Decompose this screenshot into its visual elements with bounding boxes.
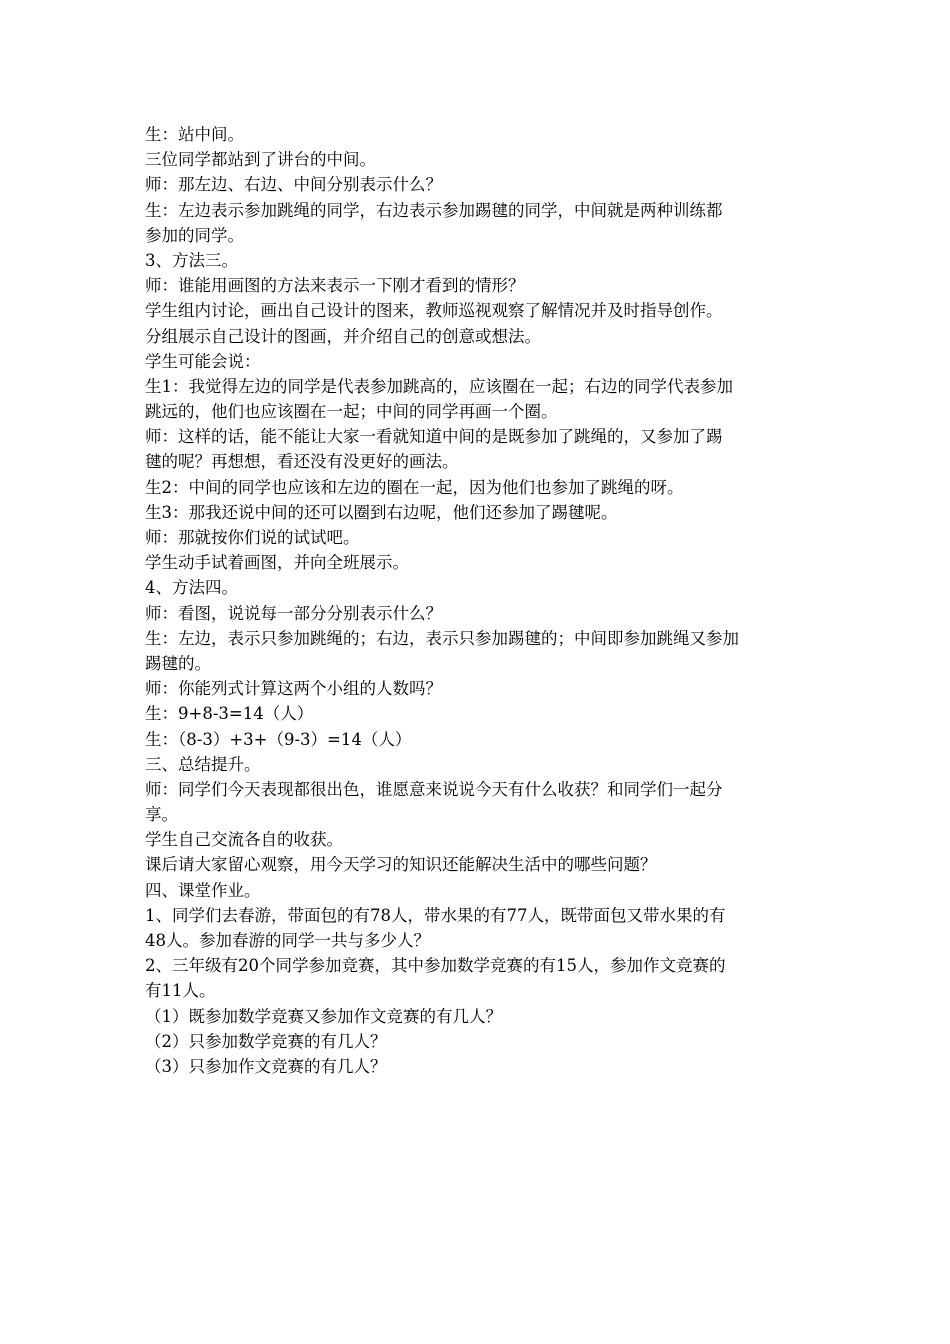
text-line: 生：左边，表示只参加跳绳的；右边，表示只参加踢毽的；中间即参加跳绳又参加 bbox=[145, 628, 739, 648]
document-body bbox=[145, 122, 813, 1079]
exercise-subquestion: （1）既参加数学竞赛又参加作文竞赛的有几人？ bbox=[145, 1006, 502, 1026]
text-line: 分组展示自己设计的图画，并介绍自己的创意或想法。 bbox=[145, 326, 541, 346]
text-line: 师：这样的话，能不能让大家一看就知道中间的是既参加了跳绳的，又参加了踢 bbox=[145, 427, 723, 447]
text-line: 师：同学们今天表现都很出色，谁愿意来说说今天有什么收获？和同学们一起分 bbox=[145, 779, 723, 799]
text-line: 学生动手试着画图，并向全班展示。 bbox=[145, 553, 409, 573]
section-heading: 四、课堂作业。 bbox=[145, 880, 261, 900]
text-line: 师：看图，说说每一部分分别表示什么？ bbox=[145, 603, 442, 623]
text-line: 三位同学都站到了讲台的中间。 bbox=[145, 150, 376, 170]
exercise-line: 48人。参加春游的同学一共与多少人？ bbox=[145, 931, 430, 950]
text-line: 生2：中间的同学也应该和左边的圈在一起，因为他们也参加了跳绳的呀。 bbox=[145, 477, 684, 497]
exercise-subquestion: （2）只参加数学竞赛的有几人？ bbox=[145, 1031, 387, 1051]
text-line: 师：你能列式计算这两个小组的人数吗？ bbox=[145, 679, 442, 699]
text-line: 师：谁能用画图的方法来表示一下刚才看到的情形？ bbox=[145, 276, 525, 296]
exercise-line: 1、同学们去春游，带面包的有78人，带水果的有77人，既带面包又带水果的有 bbox=[145, 905, 726, 925]
text-line: 学生可能会说： bbox=[145, 351, 261, 371]
exercise-line: 有11人。 bbox=[145, 981, 216, 1001]
exercise-subquestion: （3）只参加作文竞赛的有几人？ bbox=[145, 1056, 387, 1076]
text-line: 享。 bbox=[145, 805, 178, 825]
text-line: 学生组内讨论，画出自己设计的图来，教师巡视观察了解情况并及时指导创作。 bbox=[145, 301, 723, 321]
equation-line: 生：9+8-3=14（人） bbox=[145, 704, 314, 724]
text-line: 生1：我觉得左边的同学是代表参加跳高的，应该圈在一起；右边的同学代表参加 bbox=[145, 376, 733, 396]
text-line: 跳远的，他们也应该圈在一起；中间的同学再画一个圈。 bbox=[145, 402, 558, 422]
text-line: 课后请大家留心观察，用今天学习的知识还能解决生活中的哪些问题？ bbox=[145, 855, 657, 875]
text-line: 学生自己交流各自的收获。 bbox=[145, 830, 343, 850]
equation-line: 生：（8-3）+3+（9-3）=14（人） bbox=[145, 729, 412, 749]
section-heading: 三、总结提升。 bbox=[145, 754, 261, 774]
text-line: 生：站中间。 bbox=[145, 125, 244, 144]
exercise-line: 2、三年级有20个同学参加竞赛，其中参加数学竞赛的有15人，参加作文竞赛的 bbox=[145, 956, 726, 976]
text-line: 毽的呢？再想想，看还没有没更好的画法。 bbox=[145, 452, 459, 472]
text-line: 踢毽的。 bbox=[145, 653, 211, 673]
text-line: 生3：那我还说中间的还可以圈到右边呢，他们还参加了踢毽呢。 bbox=[145, 502, 618, 522]
section-heading: 4、方法四。 bbox=[145, 578, 238, 598]
text-line: 师：那左边、右边、中间分别表示什么？ bbox=[145, 175, 442, 195]
text-line: 参加的同学。 bbox=[145, 225, 244, 245]
text-line: 师：那就按你们说的试试吧。 bbox=[145, 528, 360, 547]
section-heading: 3、方法三。 bbox=[145, 250, 238, 270]
text-line: 生：左边表示参加跳绳的同学，右边表示参加踢毽的同学，中间就是两种训练都 bbox=[145, 200, 723, 220]
